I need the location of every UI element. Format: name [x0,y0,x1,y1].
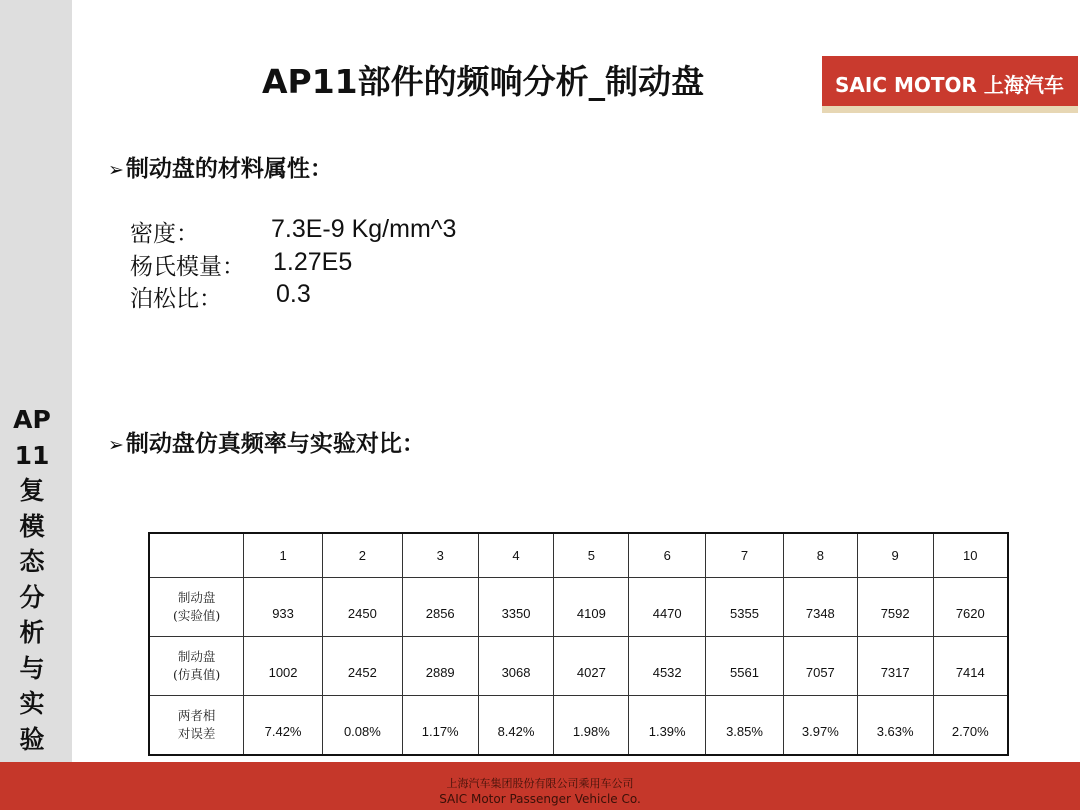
bullet-arrow-icon: ➢ [108,434,124,456]
sidebar-char: 11 [14,440,50,470]
sidebar-char: 析 [19,618,45,647]
column-header: 10 [933,533,1008,578]
row-label [149,637,244,696]
column-header: 1 [244,533,323,578]
section-heading-text: 制动盘的材料属性： [125,156,333,182]
property-value: 1.27E5 [273,248,353,276]
row-label-line: 制动盘 [177,590,216,605]
column-header: 2 [322,533,402,578]
row-label-line: 两者相 [177,708,216,723]
table-cell: 1002 [244,637,323,696]
property-label: 泊松比： [130,286,222,312]
column-header: 8 [783,533,857,578]
table-row-experiment [149,578,1008,637]
table-cell: 3.85% [706,696,784,756]
bullet-arrow-icon: ➢ [108,159,124,181]
row-label [149,578,244,637]
row-label-line: 对误差 [177,726,216,741]
row-label-line: 制动盘 [177,649,216,664]
footer-company-en: SAIC Motor Passenger Vehicle Co. [439,792,641,806]
table-row-relative-error [149,696,1008,756]
sidebar-char: 模 [19,511,45,541]
table-cell: 2452 [322,637,402,696]
row-label-line: (实验值) [172,608,221,623]
sidebar-char: 验 [19,724,45,754]
row-label-line: (仿真值) [172,667,221,682]
table-cell: 7057 [783,637,857,696]
table-cell: 2889 [402,637,478,696]
column-header: 6 [629,533,706,578]
brand-logo-text: SAIC MOTOR 上海汽车 [835,73,1064,97]
section-heading-text: 制动盘仿真频率与实验对比： [125,431,425,457]
footer-company-cn: 上海汽车集团股份有限公司乘用车公司 [446,777,634,790]
property-row-poisson-ratio [130,280,311,313]
table-cell: 3.63% [857,696,933,756]
sidebar-vertical-title [0,402,64,757]
table-cell: 3350 [478,578,554,637]
table-cell: 7.42% [244,696,323,756]
sidebar [0,0,72,762]
column-header: 4 [478,533,554,578]
table-cell: 1.17% [402,696,478,756]
table-cell: 3068 [478,637,554,696]
table-cell: 1.98% [554,696,629,756]
table-cell: 7592 [857,578,933,637]
column-header: 3 [402,533,478,578]
sidebar-char: 实 [19,689,45,718]
property-value: 7.3E-9 Kg/mm^3 [271,215,457,243]
frequency-comparison-table [148,532,1009,756]
property-row-density [130,215,457,248]
table-cell: 7414 [933,637,1008,696]
property-label: 密度： [130,221,199,247]
property-label: 杨氏模量： [130,254,245,280]
column-header: 5 [554,533,629,578]
section-heading-material [108,150,333,183]
table-cell: 5355 [706,578,784,637]
sidebar-char: 分 [19,582,45,612]
section-heading-comparison [108,425,425,458]
table-cell: 4532 [629,637,706,696]
table-cell: 8.42% [478,696,554,756]
sidebar-char: 与 [19,653,45,683]
table-cell: 7620 [933,578,1008,637]
row-label [149,696,244,756]
table-cell: 4027 [554,637,629,696]
sidebar-char: 态 [19,547,45,576]
table-cell: 0.08% [322,696,402,756]
sidebar-char: AP [13,405,51,434]
table-cell: 3.97% [783,696,857,756]
table-cell: 7317 [857,637,933,696]
table-cell: 2.70% [933,696,1008,756]
table-cell: 933 [244,578,323,637]
table-corner-cell [149,533,244,578]
table-header-row [149,533,1008,578]
table-cell: 5561 [706,637,784,696]
table-row-simulation [149,637,1008,696]
table-cell: 1.39% [629,696,706,756]
column-header: 9 [857,533,933,578]
table-cell: 7348 [783,578,857,637]
sidebar-char: 复 [19,476,45,505]
table-cell: 2856 [402,578,478,637]
property-value: 0.3 [276,280,311,308]
brand-logo-stripe [822,106,1078,113]
column-header: 7 [706,533,784,578]
table-cell: 4470 [629,578,706,637]
property-row-youngs-modulus [130,248,353,281]
table-cell: 2450 [322,578,402,637]
page-title: AP11部件的频响分析_制动盘 [262,62,705,101]
table-cell: 4109 [554,578,629,637]
